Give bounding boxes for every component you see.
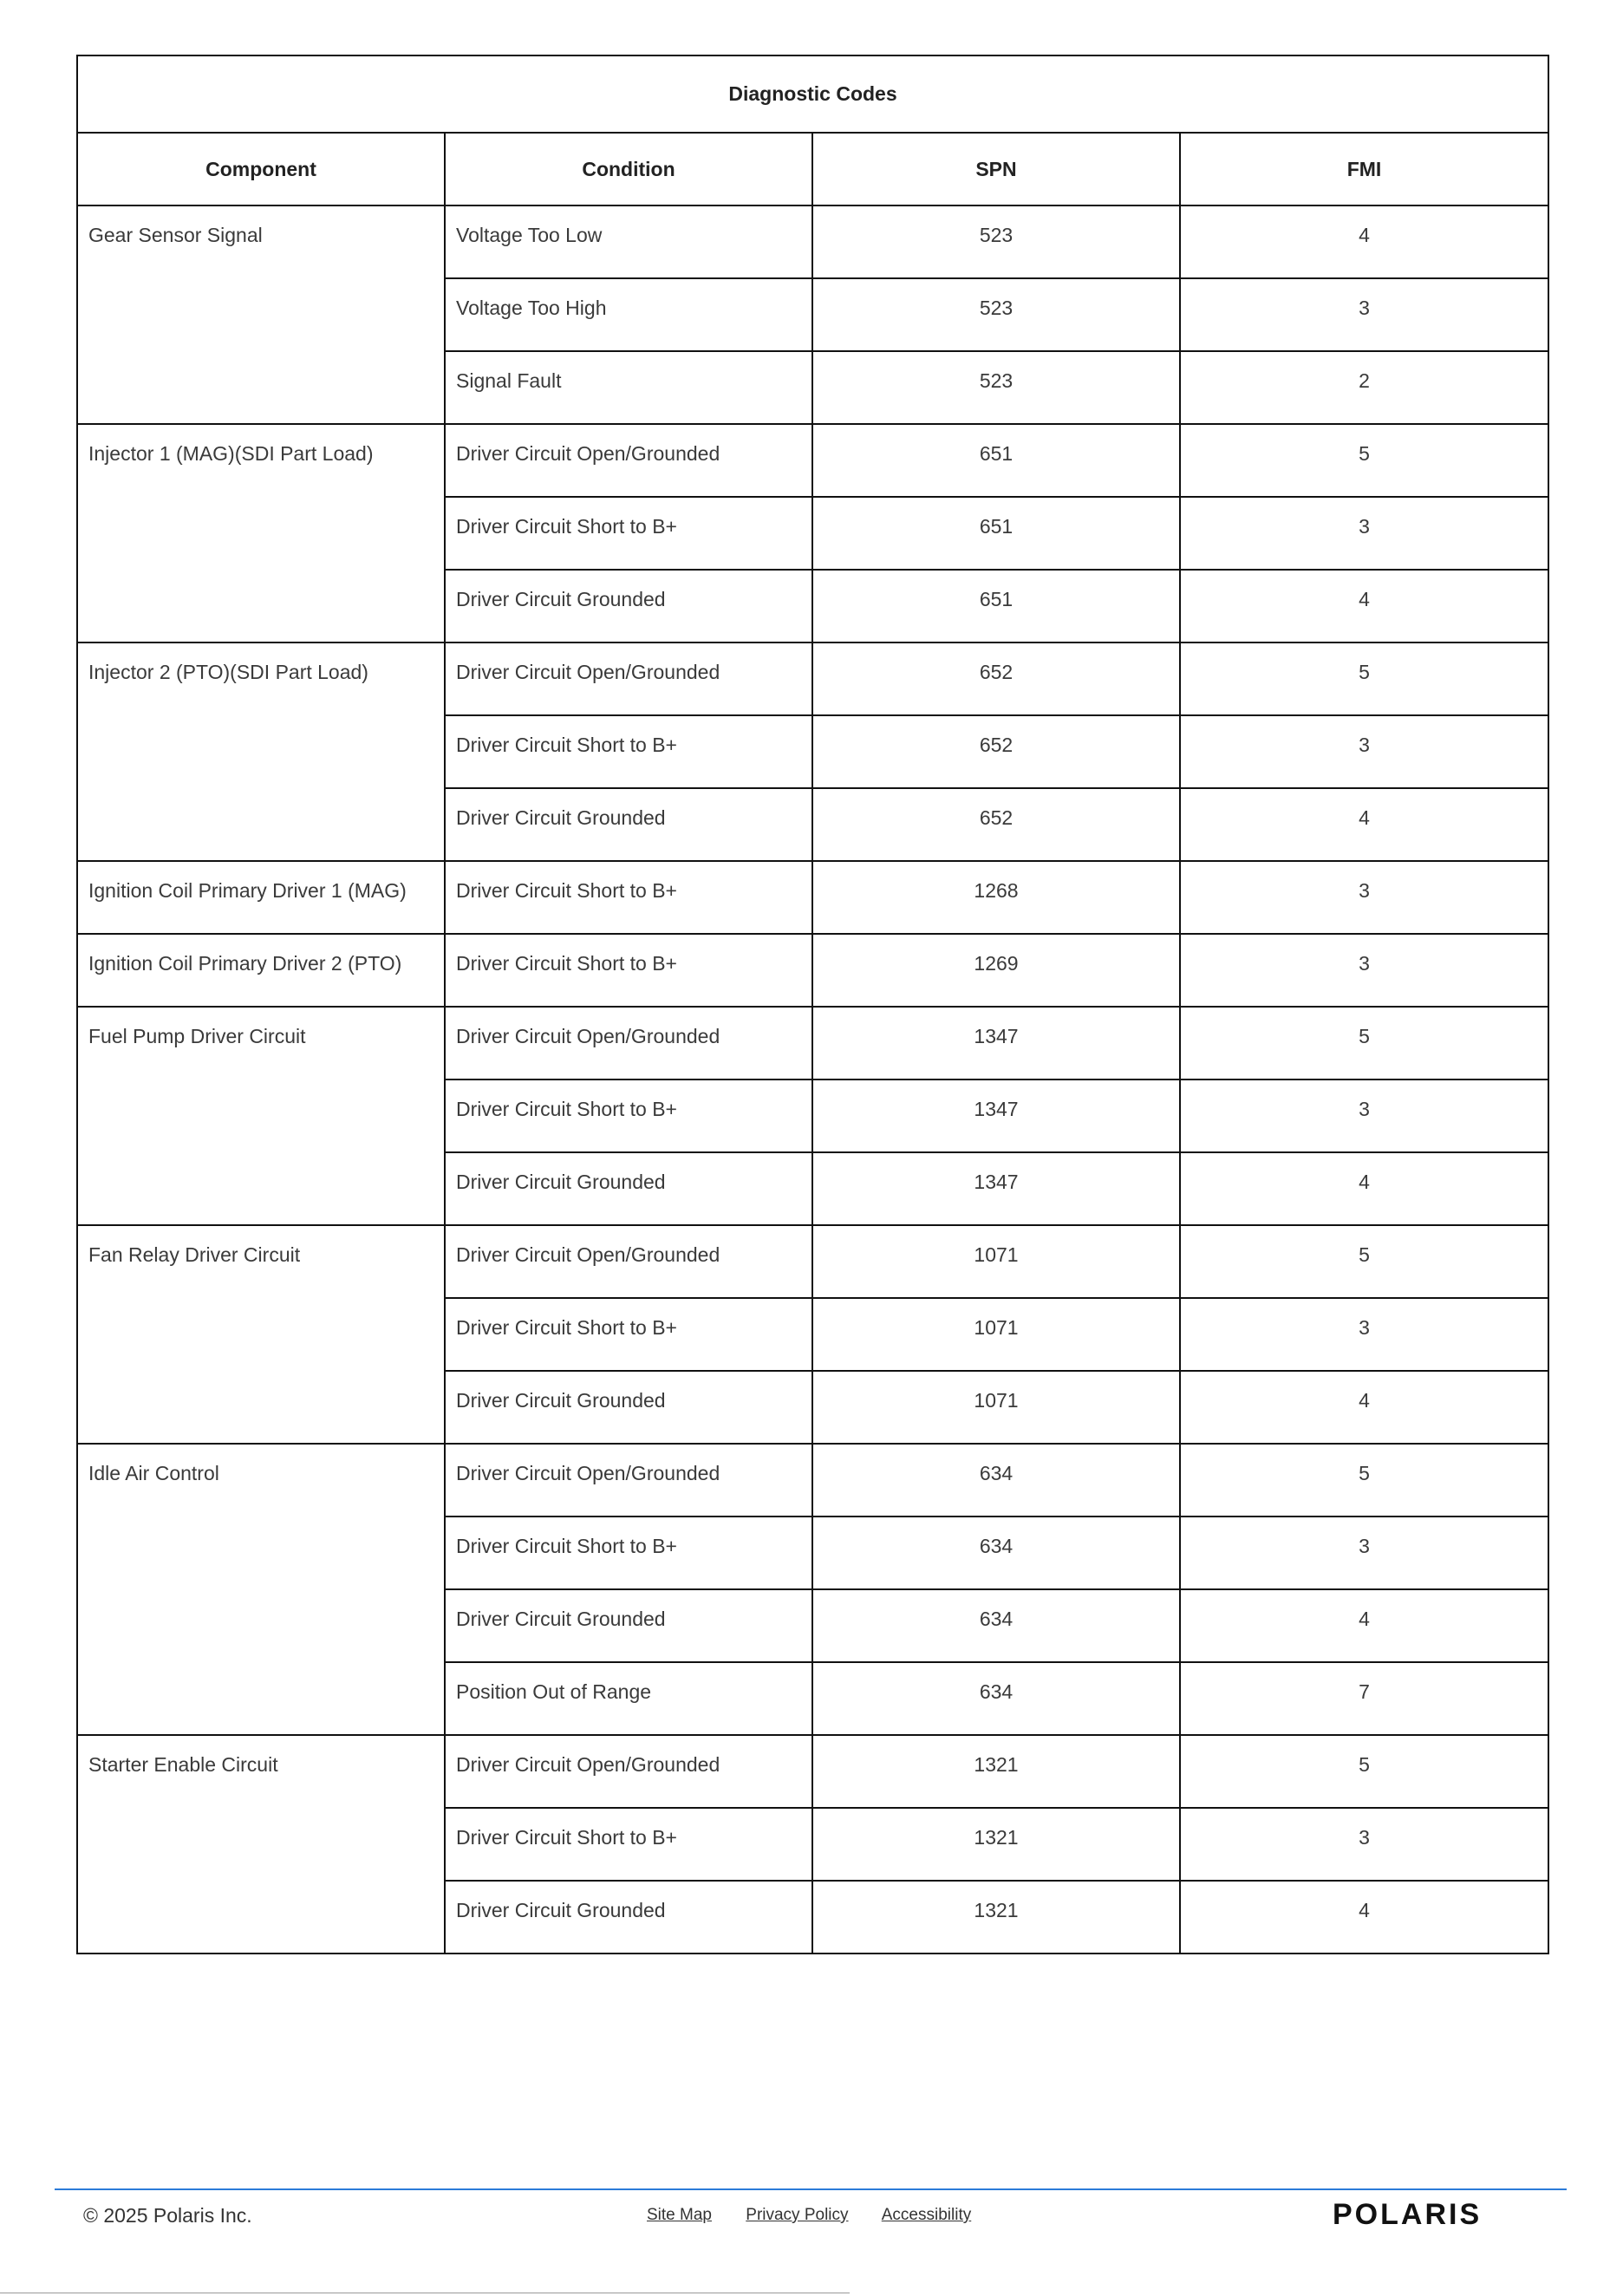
spn-cell [812, 1808, 1180, 1881]
fmi-cell [1180, 351, 1548, 424]
condition-cell [445, 1444, 812, 1517]
condition-value: Driver Circuit Grounded [456, 1389, 666, 1412]
privacy-policy-link[interactable]: Privacy Policy [746, 2206, 849, 2224]
page-footer [55, 2190, 1567, 2242]
condition-cell [445, 1517, 812, 1589]
spn-value: 652 [979, 734, 1014, 756]
component-name: Ignition Coil Primary Driver 2 (PTO) [88, 952, 402, 975]
spn-value: 1071 [974, 1316, 1019, 1339]
fmi-cell [1180, 278, 1548, 351]
fmi-cell [1180, 1808, 1548, 1881]
fmi-value: 5 [1359, 1753, 1370, 1776]
condition-value: Driver Circuit Open/Grounded [456, 1025, 720, 1047]
spn-value: 523 [979, 297, 1014, 319]
condition-cell [445, 934, 812, 1007]
spn-cell [812, 1371, 1180, 1444]
spn-cell [812, 1007, 1180, 1080]
fmi-value: 3 [1359, 952, 1370, 975]
component-name: Fuel Pump Driver Circuit [88, 1025, 306, 1047]
fmi-cell [1180, 1152, 1548, 1225]
fmi-cell [1180, 497, 1548, 570]
spn-value: 1321 [974, 1753, 1019, 1776]
fmi-value: 5 [1359, 1025, 1370, 1047]
column-header-spn: SPN [812, 133, 1180, 205]
condition-cell [445, 278, 812, 351]
spn-value: 634 [979, 1608, 1014, 1630]
accessibility-link[interactable]: Accessibility [881, 2206, 972, 2224]
table-title-row [77, 55, 1548, 133]
fmi-value: 3 [1359, 1098, 1370, 1120]
condition-value: Driver Circuit Grounded [456, 1899, 666, 1921]
table-row [77, 205, 1548, 278]
condition-cell [445, 1662, 812, 1735]
spn-cell [812, 205, 1180, 278]
condition-cell [445, 1225, 812, 1298]
condition-cell [445, 861, 812, 934]
fmi-value: 5 [1359, 661, 1370, 683]
component-name: Injector 2 (PTO)(SDI Part Load) [88, 661, 368, 683]
fmi-cell [1180, 934, 1548, 1007]
spn-value: 1071 [974, 1389, 1019, 1412]
spn-value: 1268 [974, 879, 1019, 902]
condition-cell [445, 1735, 812, 1808]
spn-value: 634 [979, 1462, 1014, 1484]
component-name: Starter Enable Circuit [88, 1753, 278, 1776]
spn-cell [812, 934, 1180, 1007]
condition-value: Driver Circuit Open/Grounded [456, 1753, 720, 1776]
fmi-value: 5 [1359, 1462, 1370, 1484]
spn-value: 652 [979, 661, 1014, 683]
condition-cell [445, 1371, 812, 1444]
component-cell [77, 1444, 445, 1735]
fmi-cell [1180, 1662, 1548, 1735]
spn-value: 523 [979, 224, 1014, 246]
table-header-row [77, 133, 1548, 205]
condition-cell [445, 715, 812, 788]
diagnostic-codes-table [76, 55, 1549, 1954]
spn-value: 651 [979, 515, 1014, 538]
condition-cell [445, 497, 812, 570]
diagnostic-codes-table-container [76, 55, 1548, 1954]
condition-cell [445, 1007, 812, 1080]
condition-cell [445, 1080, 812, 1152]
condition-cell [445, 1589, 812, 1662]
condition-cell [445, 642, 812, 715]
fmi-value: 4 [1359, 224, 1370, 246]
spn-cell [812, 351, 1180, 424]
spn-cell [812, 1225, 1180, 1298]
spn-cell [812, 424, 1180, 497]
condition-cell [445, 1881, 812, 1954]
condition-value: Driver Circuit Short to B+ [456, 515, 677, 538]
fmi-value: 4 [1359, 1608, 1370, 1630]
condition-cell [445, 1298, 812, 1371]
condition-value: Driver Circuit Open/Grounded [456, 1462, 720, 1484]
component-cell [77, 205, 445, 424]
fmi-cell [1180, 1881, 1548, 1954]
svg-text:POLARIS: POLARIS [1333, 2199, 1483, 2228]
fmi-value: 7 [1359, 1680, 1370, 1703]
fmi-value: 5 [1359, 442, 1370, 465]
table-row [77, 934, 1548, 1007]
spn-value: 1347 [974, 1171, 1019, 1193]
condition-value: Driver Circuit Open/Grounded [456, 442, 720, 465]
fmi-value: 3 [1359, 297, 1370, 319]
condition-cell [445, 1808, 812, 1881]
fmi-value: 4 [1359, 1389, 1370, 1412]
spn-cell [812, 1735, 1180, 1808]
table-row [77, 1225, 1548, 1298]
spn-cell [812, 642, 1180, 715]
component-name: Injector 1 (MAG)(SDI Part Load) [88, 442, 374, 465]
spn-value: 651 [979, 588, 1014, 610]
spn-value: 1321 [974, 1826, 1019, 1849]
component-cell [77, 861, 445, 934]
component-name: Idle Air Control [88, 1462, 219, 1484]
table-row [77, 424, 1548, 497]
table-row [77, 1007, 1548, 1080]
table-row [77, 642, 1548, 715]
spn-cell [812, 497, 1180, 570]
spn-value: 1269 [974, 952, 1019, 975]
spn-cell [812, 1444, 1180, 1517]
spn-cell [812, 1662, 1180, 1735]
column-header-fmi: FMI [1180, 133, 1548, 205]
condition-value: Driver Circuit Grounded [456, 806, 666, 829]
fmi-cell [1180, 570, 1548, 642]
table-title: Diagnostic Codes [77, 55, 1548, 133]
fmi-value: 4 [1359, 806, 1370, 829]
spn-cell [812, 1298, 1180, 1371]
fmi-value: 3 [1359, 515, 1370, 538]
condition-cell [445, 788, 812, 861]
condition-value: Driver Circuit Short to B+ [456, 1826, 677, 1849]
condition-value: Voltage Too High [456, 297, 607, 319]
table-body [77, 205, 1548, 1954]
spn-value: 634 [979, 1535, 1014, 1557]
fmi-value: 4 [1359, 588, 1370, 610]
component-cell [77, 424, 445, 642]
condition-value: Driver Circuit Short to B+ [456, 952, 677, 975]
condition-value: Driver Circuit Grounded [456, 1171, 666, 1193]
spn-value: 652 [979, 806, 1014, 829]
condition-cell [445, 1152, 812, 1225]
footer-links [647, 2206, 1001, 2225]
component-cell [77, 1007, 445, 1225]
spn-value: 1347 [974, 1098, 1019, 1120]
condition-value: Signal Fault [456, 369, 562, 392]
spn-cell [812, 278, 1180, 351]
polaris-logo [1333, 2199, 1541, 2228]
fmi-cell [1180, 861, 1548, 934]
spn-cell [812, 570, 1180, 642]
spn-value: 1071 [974, 1243, 1019, 1266]
fmi-value: 2 [1359, 369, 1370, 392]
condition-cell [445, 205, 812, 278]
fmi-value: 3 [1359, 879, 1370, 902]
table-row [77, 1444, 1548, 1517]
fmi-cell [1180, 1298, 1548, 1371]
component-cell [77, 1225, 445, 1444]
component-name: Ignition Coil Primary Driver 1 (MAG) [88, 879, 407, 902]
table-row [77, 1735, 1548, 1808]
fmi-value: 4 [1359, 1899, 1370, 1921]
column-header-component: Component [77, 133, 445, 205]
component-cell [77, 642, 445, 861]
spn-value: 634 [979, 1680, 1014, 1703]
fmi-cell [1180, 1517, 1548, 1589]
spn-cell [812, 861, 1180, 934]
component-cell [77, 934, 445, 1007]
condition-value: Driver Circuit Short to B+ [456, 1098, 677, 1120]
condition-value: Driver Circuit Grounded [456, 1608, 666, 1630]
fmi-cell [1180, 205, 1548, 278]
spn-cell [812, 1517, 1180, 1589]
condition-value: Driver Circuit Grounded [456, 588, 666, 610]
condition-cell [445, 424, 812, 497]
condition-value: Driver Circuit Open/Grounded [456, 1243, 720, 1266]
condition-value: Driver Circuit Short to B+ [456, 1535, 677, 1557]
spn-value: 523 [979, 369, 1014, 392]
copyright-text: © 2025 Polaris Inc. [83, 2204, 252, 2227]
component-name: Gear Sensor Signal [88, 224, 263, 246]
fmi-value: 5 [1359, 1243, 1370, 1266]
fmi-cell [1180, 1589, 1548, 1662]
site-map-link[interactable]: Site Map [647, 2206, 712, 2224]
spn-cell [812, 1881, 1180, 1954]
fmi-cell [1180, 1007, 1548, 1080]
spn-value: 651 [979, 442, 1014, 465]
condition-cell [445, 351, 812, 424]
spn-cell [812, 1152, 1180, 1225]
fmi-cell [1180, 1080, 1548, 1152]
condition-value: Position Out of Range [456, 1680, 652, 1703]
column-header-condition: Condition [445, 133, 812, 205]
table-row [77, 861, 1548, 934]
condition-value: Voltage Too Low [456, 224, 603, 246]
component-name: Fan Relay Driver Circuit [88, 1243, 301, 1266]
spn-cell [812, 788, 1180, 861]
fmi-value: 4 [1359, 1171, 1370, 1193]
fmi-value: 3 [1359, 1826, 1370, 1849]
fmi-cell [1180, 424, 1548, 497]
fmi-cell [1180, 715, 1548, 788]
spn-value: 1321 [974, 1899, 1019, 1921]
fmi-cell [1180, 1735, 1548, 1808]
fmi-cell [1180, 642, 1548, 715]
fmi-value: 3 [1359, 1316, 1370, 1339]
fmi-cell [1180, 1225, 1548, 1298]
condition-value: Driver Circuit Open/Grounded [456, 661, 720, 683]
fmi-cell [1180, 1371, 1548, 1444]
spn-cell [812, 715, 1180, 788]
spn-cell [812, 1080, 1180, 1152]
fmi-value: 3 [1359, 734, 1370, 756]
fmi-value: 3 [1359, 1535, 1370, 1557]
condition-value: Driver Circuit Short to B+ [456, 734, 677, 756]
component-cell [77, 1735, 445, 1954]
spn-value: 1347 [974, 1025, 1019, 1047]
fmi-cell [1180, 788, 1548, 861]
condition-cell [445, 570, 812, 642]
spn-cell [812, 1589, 1180, 1662]
condition-value: Driver Circuit Short to B+ [456, 1316, 677, 1339]
condition-value: Driver Circuit Short to B+ [456, 879, 677, 902]
fmi-cell [1180, 1444, 1548, 1517]
